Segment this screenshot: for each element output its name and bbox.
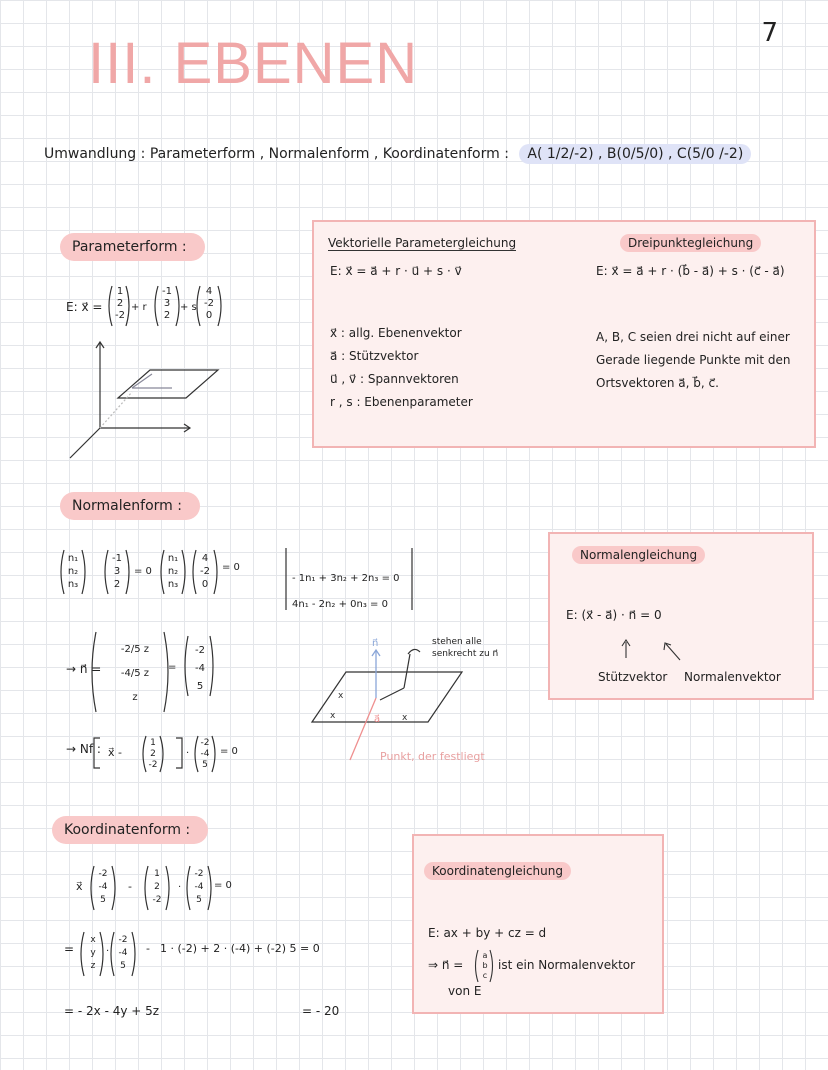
subtitle-points: A( 1/2/-2) , B(0/5/0) , C(5/0 /-2) xyxy=(519,144,751,164)
coord-a-2: 2 xyxy=(154,882,160,892)
normal-nf-a-3: -2 xyxy=(148,760,158,770)
coord-line-3-rhs: = - 20 xyxy=(302,1004,340,1018)
coord-n3-3: 5 xyxy=(120,961,126,971)
normal-n2-3: n₃ xyxy=(167,579,179,590)
svg-text:x: x xyxy=(338,691,344,701)
coord-line-3: = - 2x - 4y + 5z xyxy=(64,1004,160,1018)
koordinatengleichung-von: von E xyxy=(448,984,482,998)
normal-nres-1: -2 xyxy=(195,645,205,656)
normal-nfrac-1: -2/5 z xyxy=(120,644,150,655)
box-vektorielle-line-4: r , s : Ebenenparameter xyxy=(330,395,473,409)
normal-n-3: n₃ xyxy=(67,579,79,590)
normal-nres-3: 5 xyxy=(196,681,204,692)
koordinatengleichung-equation: E: ax + by + cz = d xyxy=(428,926,547,940)
subtitle-label: Umwandlung : Parameterform , Normalenform , Koordinatenform : xyxy=(44,146,509,162)
param-v-1: 4 xyxy=(205,286,213,297)
svg-text:x: x xyxy=(330,711,336,721)
box-vektorielle-line-2: a⃗ : Stützvektor xyxy=(330,349,419,363)
normal-nfrac-2: -4/5 z xyxy=(120,668,150,679)
normalengleichung-label-stuetz: Stützvektor xyxy=(598,670,668,684)
normalenform-heading: Normalenform : xyxy=(60,492,200,520)
box-vektorielle-line-3: u⃗ , v⃗ : Spannvektoren xyxy=(330,372,459,386)
param-a-1: 1 xyxy=(116,286,124,297)
normal-u-3: 2 xyxy=(113,579,121,590)
normal-nf-eq-zero: = 0 xyxy=(220,746,238,757)
coord-n3-1: -2 xyxy=(118,935,128,945)
param-s: + s xyxy=(180,302,197,313)
normal-v-1: 4 xyxy=(201,553,209,564)
param-v-2: -2 xyxy=(204,298,214,309)
coord-n2-2: -4 xyxy=(194,882,204,892)
normal-nf-a-2: 2 xyxy=(150,749,156,759)
normal-system-line-2: 4n₁ - 2n₂ + 0n₃ = 0 xyxy=(292,599,388,610)
normal-nf-n-2: -4 xyxy=(200,749,210,759)
normal-nf-a-1: 1 xyxy=(150,738,156,748)
box-dreipunkt-line-3: Ortsvektoren a⃗, b⃗, c⃗. xyxy=(596,376,719,390)
normal-eq-zero-1: = 0 xyxy=(134,566,152,577)
normal-nres-2: -4 xyxy=(195,663,205,674)
param-u-2: 3 xyxy=(163,298,171,309)
param-r: + r xyxy=(131,302,147,313)
normal-system-line-1: - 1n₁ + 3n₂ + 2n₃ = 0 xyxy=(292,573,400,584)
coord-a-1: 1 xyxy=(154,869,160,879)
coord-n-1: -2 xyxy=(98,869,108,879)
param-a-3: -2 xyxy=(115,310,125,321)
normal-eq-zero-2: = 0 xyxy=(222,562,240,573)
param-equation-prefix: E: x⃗ = xyxy=(66,300,103,314)
normalengleichung-equation: E: (x⃗ - a⃗) · n⃗ = 0 xyxy=(566,608,662,622)
normal-nf-n-1: -2 xyxy=(200,738,210,748)
param-v-3: 0 xyxy=(205,310,213,321)
coord-n2-1: -2 xyxy=(194,869,204,879)
param-u-3: 2 xyxy=(163,310,171,321)
normal-v-3: 0 xyxy=(201,579,209,590)
box-dreipunkt-line-1: A, B, C seien drei nicht auf einer xyxy=(596,330,790,344)
coord-n2-3: 5 xyxy=(196,895,202,905)
box-dreipunkt-equation: E: x⃗ = a⃗ + r · (b⃗ - a⃗) + s · (c⃗ - a⃗) xyxy=(596,264,785,278)
normal-n-1: n₁ xyxy=(67,553,79,564)
normal-arrow-n: → n⃗ = xyxy=(66,662,102,676)
svg-text:a⃗: a⃗ xyxy=(374,714,381,725)
koordinatenform-heading: Koordinatenform : xyxy=(52,816,208,844)
parameterform-heading: Parameterform : xyxy=(60,233,205,261)
normal-n2-2: n₂ xyxy=(167,566,179,577)
coord-n-2: -4 xyxy=(98,882,108,892)
param-a-2: 2 xyxy=(116,298,124,309)
normalengleichung-title: Normalengleichung xyxy=(572,548,705,562)
box-dreipunkt-title: Dreipunktegleichung xyxy=(620,236,761,250)
normal-n-2: n₂ xyxy=(67,566,79,577)
coord-a-3: -2 xyxy=(152,895,162,905)
normal-nf-label: → Nf : xyxy=(66,742,101,756)
coord-n3-2: -4 xyxy=(118,948,128,958)
koordinatengleichung-title: Koordinatengleichung xyxy=(424,864,571,878)
box-dreipunkt-line-2: Gerade liegende Punkte mit den xyxy=(596,353,791,367)
svg-text:n⃗: n⃗ xyxy=(372,638,379,649)
normal-v-2: -2 xyxy=(200,566,210,577)
normal-annot-perp: stehen alle senkrecht zu n⃗ xyxy=(432,637,499,659)
normal-nfrac-3: z xyxy=(132,692,138,703)
box-vektorielle-line-1: x⃗ : allg. Ebenenvektor xyxy=(330,326,462,340)
normal-u-1: -1 xyxy=(112,553,122,564)
normal-annot-point: Punkt, der festliegt xyxy=(380,750,485,763)
koordinatengleichung-n-text: ist ein Normalenvektor xyxy=(498,958,636,972)
svg-text:x: x xyxy=(402,713,408,723)
page-number: 7 xyxy=(761,18,778,48)
normal-n2-1: n₁ xyxy=(167,553,179,564)
coord-eq-zero: = 0 xyxy=(214,880,232,891)
normal-nf-n-3: 5 xyxy=(202,760,208,770)
normal-u-2: 3 xyxy=(113,566,121,577)
param-u-1: -1 xyxy=(162,286,172,297)
normalengleichung-label-normal: Normalenvektor xyxy=(684,670,781,684)
coord-n-3: 5 xyxy=(100,895,106,905)
box-vektorielle-equation: E: x⃗ = a⃗ + r · u⃗ + s · v⃗ xyxy=(330,264,462,278)
box-vektorielle-title: Vektorielle Parametergleichung xyxy=(328,236,517,250)
coord-line-2: 1 · (-2) + 2 · (-4) + (-2) 5 = 0 xyxy=(160,942,320,955)
page-title: III. EBENEN xyxy=(88,31,419,96)
